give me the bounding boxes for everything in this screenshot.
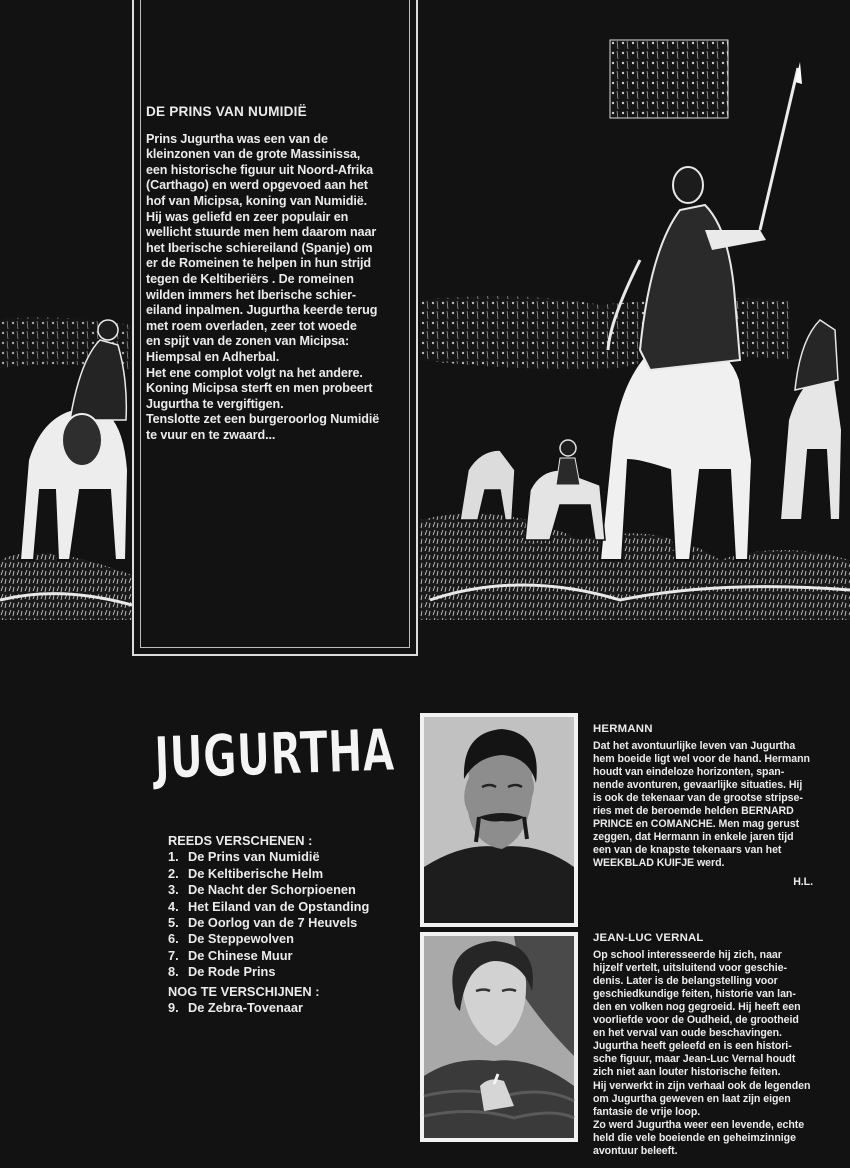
intro-line: tegen de Keltiberiërs . De romeinen — [146, 271, 354, 286]
intro-line: Tenslotte zet een burgeroorlog Numidië — [146, 412, 380, 427]
bio-line: sche figuur, maar Jean-Luc Vernal houdt — [593, 1053, 796, 1066]
intro-line: het Iberische schiereiland (Spanje) om — [146, 240, 373, 255]
bio-line: den en volken nog gegroeid. Hij heeft een — [593, 1001, 801, 1014]
intro-line: Hiempsal en Adherbal. — [146, 349, 280, 364]
bio-line: held die vele boeiende en geheimzinnige — [593, 1131, 796, 1144]
intro-line: Hij was geliefd en zeer populair en — [146, 209, 349, 224]
item-title: De Nacht der Schorpioenen — [188, 882, 356, 898]
intro-line: kleinzonen van de grote Massinissa, — [146, 147, 361, 162]
jugurtha-logo — [150, 712, 494, 793]
intro-text — [146, 104, 414, 443]
bio-line: fantasie de vrije loop. — [593, 1105, 701, 1118]
item-title: De Oorlog van de 7 Heuvels — [188, 915, 358, 931]
intro-line: met roem overladen, zeer tot woede — [146, 318, 357, 333]
item-number: 8. — [168, 964, 179, 980]
list-item — [168, 915, 369, 931]
intro-line: wellicht stuurde men hem daarom naar — [146, 225, 377, 240]
bio-line: geschiedkundige feiten, historie van lan- — [593, 988, 796, 1001]
bio-line: zeggen, dat Hermann in enkele jaren tijd — [593, 831, 794, 844]
item-number: 4. — [168, 898, 179, 914]
list-item — [168, 849, 369, 865]
item-title: De Steppewolven — [188, 931, 294, 947]
intro-line: (Carthago) en werd opgevoed aan het — [146, 178, 368, 193]
item-number: 5. — [168, 915, 179, 931]
bio-line: ries met de beroemde helden BERNARD — [593, 805, 794, 818]
intro-line: Het ene complot volgt na het andere. — [146, 365, 363, 380]
hermann-photo — [420, 713, 578, 927]
item-title: De Rode Prins — [188, 964, 276, 980]
item-number: 7. — [168, 947, 179, 963]
item-number: 3. — [168, 882, 179, 898]
list-item — [168, 1000, 369, 1016]
published-list — [168, 849, 369, 980]
item-title: De Prins van Numidië — [188, 849, 320, 865]
intro-line: er de Romeinen te helpen in hun strijd — [146, 256, 372, 271]
bio-line: WEEKBLAD KUIFJE werd. — [593, 857, 725, 870]
list-item — [168, 964, 369, 980]
bio-line: Zo werd Jugurtha weer een levende, echte — [593, 1118, 805, 1131]
list-item — [168, 899, 369, 915]
upcoming-list — [168, 1000, 369, 1016]
intro-line: Koning Micipsa sterft en men probeert — [146, 381, 373, 396]
vernal-photo — [420, 932, 578, 1142]
bio-line: hem boeide ligt wel voor de hand. Hermann — [593, 753, 810, 766]
logo-text: JUGURTHA — [153, 712, 494, 793]
bio-line: is ook de tekenaar van de grootse stripse- — [593, 792, 803, 805]
bio-line: denis. Later is de belangstelling voor — [593, 975, 778, 988]
bio-line: houdt van eindeloze horizonten, span- — [593, 766, 785, 779]
item-number: 1. — [168, 849, 179, 865]
bio-line: om Jugurtha geweven en laat zijn eigen — [593, 1092, 791, 1105]
intro-line: Prins Jugurtha was een van de — [146, 131, 328, 146]
bio-line: een van de knapste tekenaars van het — [593, 844, 782, 857]
bio-line: zich niet aan louter historische feiten. — [593, 1066, 781, 1079]
intro-line: te vuur en te zwaard... — [146, 427, 276, 442]
intro-line: en spijt van de zonen van Micipsa: — [146, 334, 350, 349]
intro-line: eiland inpalmen. Jugurtha keerde terug — [146, 303, 378, 318]
item-number: 6. — [168, 931, 179, 947]
author-initials: H.L. — [793, 875, 813, 888]
item-number: 2. — [168, 865, 179, 881]
hermann-name: HERMANN — [593, 723, 653, 735]
list-item — [168, 882, 369, 898]
intro-title: DE PRINS VAN NUMIDIË — [146, 104, 307, 119]
intro-line: Jugurtha te vergiftigen. — [146, 396, 284, 411]
bio-line: avontuur beleeft. — [593, 1144, 678, 1157]
list-item — [168, 866, 369, 882]
bio-line: Dat het avontuurlijke leven van Jugurtha — [593, 740, 796, 753]
intro-line: hof van Micipsa, koning van Numidië. — [146, 193, 368, 208]
album-list — [168, 833, 369, 1016]
list-item — [168, 931, 369, 947]
intro-line: een historische figuur uit Noord-Afrika — [146, 162, 374, 177]
bio-line: Op school interesseerde hij zich, naar — [593, 949, 782, 962]
item-title: De Chinese Muur — [188, 947, 293, 963]
bio-line: Hij verwerkt in zijn verhaal ook de legenden — [593, 1079, 811, 1092]
list-item — [168, 948, 369, 964]
bio-line: PRINCE en COMANCHE. Men mag gerust — [593, 818, 800, 831]
item-title: De Keltiberische Helm — [188, 865, 324, 881]
bio-line: Jugurtha heeft geleefd en is een histori- — [593, 1040, 792, 1053]
vernal-bio — [593, 932, 819, 1158]
intro-line: wilden immers het Iberische schier- — [146, 287, 356, 302]
item-title: Het Eiland van de Opstanding — [188, 898, 370, 914]
upcoming-heading: NOG TE VERSCHIJNEN : — [168, 983, 320, 999]
hermann-bio — [593, 723, 819, 889]
published-heading: REEDS VERSCHENEN : — [168, 833, 313, 848]
bio-line: hijzelf vertelt, uitsluitend voor geschie- — [593, 962, 787, 975]
bio-line: nende avonturen, gevaarlijke situaties. Hij — [593, 779, 803, 792]
vernal-name: JEAN-LUC VERNAL — [593, 932, 704, 944]
item-number: 9. — [168, 1000, 179, 1016]
bio-line: en het verval van oude beschavingen. — [593, 1027, 782, 1040]
bio-line: voorliefde voor de Oudheid, de grootheid — [593, 1014, 799, 1027]
item-title: De Zebra-Tovenaar — [188, 1000, 303, 1016]
